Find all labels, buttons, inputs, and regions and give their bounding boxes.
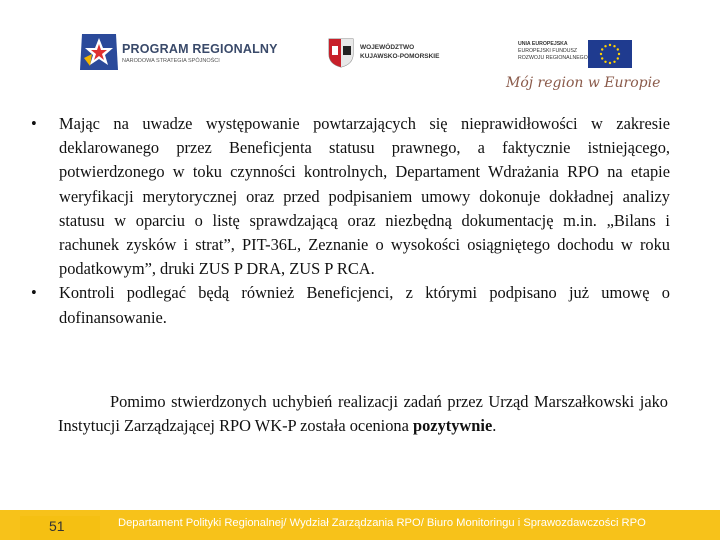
region-logo-line2: KUJAWSKO-POMORSKIE [360, 53, 440, 60]
summary-text: Pomimo stwierdzonych uchybień realizacji zadań przez Urząd Marszałkowski jako Instytucji Zarządzającej RPO WK-P została oceniona [58, 392, 668, 436]
footer-department-text: Departament Polityki Regionalnej/ Wydział Zarządzania RPO/ Biuro Monitoringu i Sprawozdawczości RPO [118, 517, 646, 529]
eu-logo-line1: UNIA EUROPEJSKA [518, 41, 568, 47]
page-number: 51 [49, 518, 65, 534]
bullet-item [30, 112, 670, 281]
program-regionalny-logo [78, 30, 308, 78]
summary-end: . [492, 416, 497, 436]
bullet-item [30, 281, 670, 329]
bullet-list [30, 112, 670, 330]
eu-logo-line3: ROZWOJU REGIONALNEGO [518, 55, 588, 61]
eu-logo [500, 38, 645, 68]
slide-footer [0, 510, 720, 540]
program-star-icon [78, 30, 120, 74]
bullet-text: Kontroli podlegać będą również Beneficjenci, z którymi podpisano już umowę o dofinansowanie. [59, 283, 670, 327]
bullet-marker: • [31, 114, 37, 133]
eu-flag-icon [588, 40, 632, 68]
bullet-text: Mając na uwadze występowanie powtarzających się nieprawidłowości w zakresie deklarowanego przez Beneficjenta statusu prawnego, a faktycznie istniejącego, potwierdzonego w toku czynności kontrolnych, Departament Wdrażania RPO na etapie weryfikacji merytorycznej oraz przed podpisaniem umowy dokonuje dokładnej analizy statusu w oparciu o listę sprawdzającą oraz niezbędną dokumentację m.in. „Bilans i rachunek zysków i strat”, PIT-36L, Zeznanie o wysokości osiągniętego dochodu w roku podatkowym”, druki ZUS P DRA, ZUS P RCA. [59, 114, 670, 279]
bullet-marker: • [31, 283, 37, 303]
program-logo-title: PROGRAM REGIONALNY [122, 42, 278, 56]
main-content [30, 112, 670, 330]
eu-logo-text [518, 41, 588, 62]
slide-header [0, 0, 720, 105]
region-logo [328, 38, 468, 72]
summary-bold-word: pozytywnie [413, 416, 493, 436]
program-logo-subtitle: NARODOWA STRATEGIA SPÓJNOŚCI [122, 58, 220, 64]
eu-logo-line2: EUROPEJSKI FUNDUSZ [518, 48, 578, 54]
region-coat-of-arms-icon [328, 38, 354, 68]
region-motto: Mój region w Europie [506, 75, 661, 91]
summary-paragraph [58, 390, 668, 438]
region-logo-text [360, 43, 439, 61]
region-logo-line1: WOJEWÓDZTWO [360, 44, 415, 51]
